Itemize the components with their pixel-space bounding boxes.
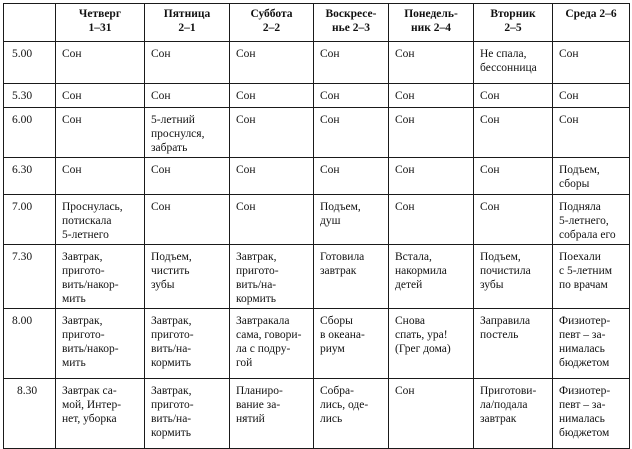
table-row — [4, 108, 630, 158]
header-cell-time — [4, 4, 56, 42]
activity-text: Сон — [151, 90, 171, 102]
activity-text: зубы — [151, 279, 175, 291]
time-cell: 5.30 — [4, 84, 56, 108]
activity-text: пригото- — [151, 329, 194, 341]
activity-cell — [314, 158, 389, 195]
time-cell: 5.00 — [4, 42, 56, 84]
activity-text: нет, уборка — [62, 413, 117, 425]
activity-text: Сон — [236, 201, 256, 213]
activity-text: Сон — [395, 385, 415, 397]
activity-text: Сон — [480, 90, 500, 102]
activity-cell — [553, 195, 630, 245]
activity-text: Проснулась, — [62, 201, 123, 213]
activity-text: Готовила — [320, 251, 365, 263]
activity-text: вить/на- — [151, 413, 192, 425]
activity-text: завтрак — [480, 413, 517, 425]
table-row — [4, 245, 630, 309]
activity-cell — [314, 379, 389, 449]
activity-cell — [314, 108, 389, 158]
activity-text: Завтрак, — [236, 251, 277, 263]
activity-text: Встала, — [395, 251, 432, 263]
activity-text: чистить — [151, 265, 190, 277]
activity-cell — [56, 84, 145, 108]
activity-text: сборы — [559, 178, 590, 190]
activity-text: вить/на- — [151, 343, 192, 355]
activity-text: вить/на- — [236, 279, 277, 291]
activity-cell — [230, 195, 314, 245]
activity-text: ла с подру- — [236, 343, 291, 355]
activity-cell — [230, 108, 314, 158]
activity-text: Сон — [480, 201, 500, 213]
activity-cell — [145, 195, 230, 245]
activity-text: Сон — [559, 90, 579, 102]
activity-text: Сон — [62, 48, 82, 60]
activity-cell — [314, 84, 389, 108]
time-cell: 8.30 — [4, 379, 56, 449]
activity-text: Сон — [236, 164, 256, 176]
activity-text: певт – за- — [559, 399, 606, 411]
activity-text: бессонница — [480, 62, 537, 74]
activity-text: вить/накор- — [62, 279, 119, 291]
activity-text: кормить — [151, 427, 192, 439]
activity-cell — [230, 245, 314, 309]
activity-cell — [474, 309, 553, 379]
table-row — [4, 195, 630, 245]
activity-text: пригото- — [151, 399, 194, 411]
activity-text: 5-летнего — [62, 229, 109, 241]
activity-cell — [553, 379, 630, 449]
activity-cell — [474, 195, 553, 245]
activity-text: с 5-летним — [559, 265, 613, 277]
activity-cell — [389, 309, 474, 379]
activity-text: Сон — [236, 114, 256, 126]
activity-cell — [474, 158, 553, 195]
header-cell-day: Понедель- ник 2–4 — [389, 4, 474, 42]
activity-text: постель — [480, 329, 519, 341]
activity-text: 5-летнего, — [559, 215, 609, 227]
activity-text: Завтрак, — [62, 315, 103, 327]
activity-cell — [389, 42, 474, 84]
activity-cell — [230, 309, 314, 379]
activity-text: Сон — [62, 90, 82, 102]
activity-cell — [230, 158, 314, 195]
activity-text: Сон — [395, 114, 415, 126]
activity-cell — [314, 195, 389, 245]
activity-text: Сон — [480, 114, 500, 126]
activity-text: нятий — [236, 413, 265, 425]
activity-cell — [230, 379, 314, 449]
activity-cell — [474, 245, 553, 309]
activity-cell — [474, 379, 553, 449]
activity-cell — [553, 108, 630, 158]
activity-text: Сон — [320, 114, 340, 126]
activity-cell — [474, 42, 553, 84]
activity-text: бюджетом — [559, 357, 610, 369]
header-cell-day: Четверг 1–31 — [56, 4, 145, 42]
activity-text: мить — [62, 293, 86, 305]
activity-text: Физиотер- — [559, 315, 611, 327]
activity-cell — [145, 309, 230, 379]
activity-text: Сон — [395, 201, 415, 213]
activity-cell — [553, 42, 630, 84]
activity-text: Сон — [151, 164, 171, 176]
activity-text: нималась — [559, 343, 605, 355]
activity-text: Сон — [559, 114, 579, 126]
activity-cell — [314, 245, 389, 309]
activity-text: риум — [320, 343, 345, 355]
time-cell: 6.00 — [4, 108, 56, 158]
activity-cell — [145, 245, 230, 309]
header-row — [4, 4, 630, 42]
activity-cell — [553, 84, 630, 108]
header-cell-day: Пятница 2–1 — [145, 4, 230, 42]
activity-text: собрала его — [559, 229, 616, 241]
activity-cell — [389, 379, 474, 449]
activity-text: Сон — [62, 114, 82, 126]
activity-text: Сон — [236, 48, 256, 60]
activity-text: спать, ура! — [395, 329, 448, 341]
time-cell: 6.30 — [4, 158, 56, 195]
activity-text: в океана- — [320, 329, 365, 341]
activity-cell — [389, 195, 474, 245]
schedule-table — [3, 3, 630, 449]
activity-cell — [56, 379, 145, 449]
header-cell-day: Вторник 2–5 — [474, 4, 553, 42]
activity-text: Завтрак са- — [62, 385, 117, 397]
activity-text: сама, говори- — [236, 329, 302, 341]
activity-text: завтрак — [320, 265, 357, 277]
activity-cell — [389, 158, 474, 195]
activity-cell — [553, 158, 630, 195]
activity-cell — [230, 84, 314, 108]
activity-cell — [389, 84, 474, 108]
activity-text: лись — [320, 413, 343, 425]
activity-cell — [389, 245, 474, 309]
activity-text: Заправила — [480, 315, 531, 327]
activity-text: Сон — [395, 90, 415, 102]
activity-text: ла/подала — [480, 399, 528, 411]
activity-text: (Грег дома) — [395, 343, 451, 355]
time-cell: 7.00 — [4, 195, 56, 245]
activity-text: зубы — [480, 279, 504, 291]
table-row — [4, 309, 630, 379]
activity-text: гой — [236, 357, 253, 369]
activity-cell — [230, 42, 314, 84]
time-cell: 7.30 — [4, 245, 56, 309]
activity-text: Подъем, — [151, 251, 192, 263]
activity-cell — [56, 195, 145, 245]
activity-cell — [474, 84, 553, 108]
activity-text: Подъем, — [320, 201, 361, 213]
header-cell-day: Среда 2–6 — [553, 4, 630, 42]
activity-text: Завтракала — [236, 315, 290, 327]
activity-text: пригото- — [62, 329, 105, 341]
table-row — [4, 84, 630, 108]
activity-cell — [553, 245, 630, 309]
activity-text: Не спала, — [480, 48, 527, 60]
activity-text: Сон — [320, 48, 340, 60]
activity-cell — [553, 309, 630, 379]
activity-cell — [56, 245, 145, 309]
activity-text: 5-летний — [151, 114, 195, 126]
time-cell: 8.00 — [4, 309, 56, 379]
activity-text: Завтрак, — [62, 251, 103, 263]
activity-text: Планиро- — [236, 385, 283, 397]
activity-text: Завтрак, — [151, 315, 192, 327]
activity-text: нималась — [559, 413, 605, 425]
activity-text: Физиотер- — [559, 385, 611, 397]
activity-cell — [145, 108, 230, 158]
activity-text: Подъем, — [480, 251, 521, 263]
activity-text: проснулся, — [151, 128, 205, 140]
table-row — [4, 158, 630, 195]
header-cell-day: Суббота 2–2 — [230, 4, 314, 42]
activity-text: лись, оде- — [320, 399, 369, 411]
activity-cell — [56, 158, 145, 195]
activity-text: Подъем, — [559, 164, 600, 176]
activity-text: Сон — [62, 164, 82, 176]
activity-cell — [56, 309, 145, 379]
activity-cell — [145, 158, 230, 195]
activity-cell — [145, 84, 230, 108]
activity-text: Сон — [320, 90, 340, 102]
activity-text: Сон — [236, 90, 256, 102]
activity-text: певт – за- — [559, 329, 606, 341]
activity-text: вить/накор- — [62, 343, 119, 355]
activity-cell — [145, 379, 230, 449]
activity-text: Сон — [395, 164, 415, 176]
activity-text: Приготови- — [480, 385, 537, 397]
activity-text: кормить — [151, 357, 192, 369]
activity-text: Сон — [320, 164, 340, 176]
activity-text: кормить — [236, 293, 277, 305]
activity-text: вание за- — [236, 399, 281, 411]
activity-cell — [314, 309, 389, 379]
activity-text: Поехали — [559, 251, 601, 263]
activity-cell — [314, 42, 389, 84]
activity-text: Сон — [151, 201, 171, 213]
activity-text: Сон — [559, 48, 579, 60]
activity-text: Собра- — [320, 385, 354, 397]
activity-text: забрать — [151, 142, 188, 154]
activity-cell — [56, 42, 145, 84]
activity-text: Завтрак, — [151, 385, 192, 397]
table-row — [4, 379, 630, 449]
activity-text: мой, Интер- — [62, 399, 122, 411]
activity-text: по врачам — [559, 279, 608, 291]
activity-text: душ — [320, 215, 341, 227]
activity-text: потискала — [62, 215, 112, 227]
activity-cell — [56, 108, 145, 158]
activity-text: мить — [62, 357, 86, 369]
activity-text: пригото- — [62, 265, 105, 277]
activity-cell — [474, 108, 553, 158]
activity-text: Подняла — [559, 201, 601, 213]
activity-text: Снова — [395, 315, 425, 327]
activity-text: Сон — [151, 48, 171, 60]
activity-text: почистила — [480, 265, 531, 277]
activity-text: пригото- — [236, 265, 279, 277]
activity-text: Сон — [480, 164, 500, 176]
activity-text: Сон — [395, 48, 415, 60]
activity-text: накормила — [395, 265, 447, 277]
activity-text: детей — [395, 279, 423, 291]
activity-cell — [389, 108, 474, 158]
activity-cell — [145, 42, 230, 84]
table-row — [4, 42, 630, 84]
header-cell-day: Воскресе- нье 2–3 — [314, 4, 389, 42]
activity-text: бюджетом — [559, 427, 610, 439]
activity-text: Сборы — [320, 315, 353, 327]
